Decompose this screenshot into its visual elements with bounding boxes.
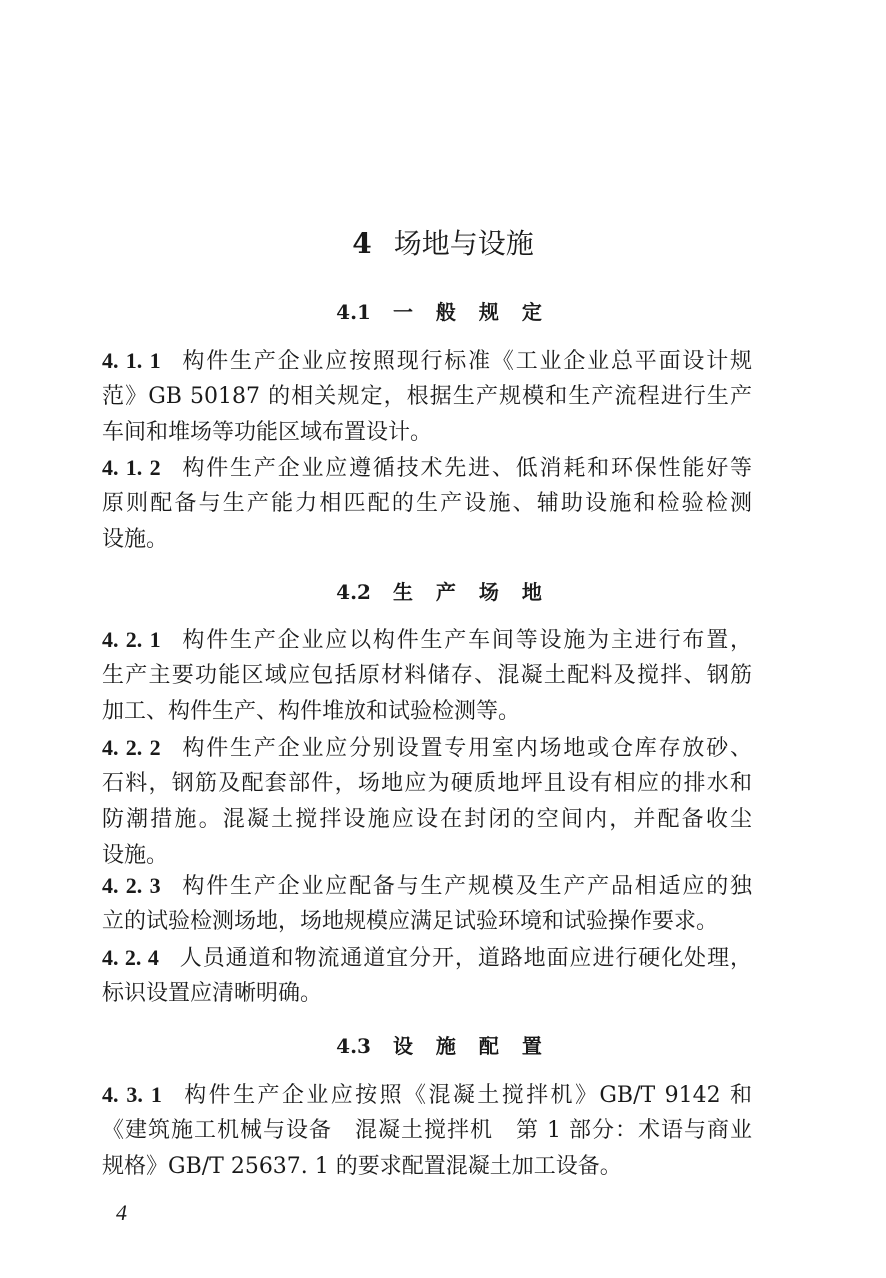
clause — [102, 940, 752, 1012]
chapter-number: 4 — [352, 227, 372, 260]
clause-line: 设施。 — [102, 843, 169, 868]
section-title: 一 般 规 定 — [392, 300, 550, 324]
clause-line: 规格》GB/T 25637. 1 的要求配置混凝土加工设备。 — [102, 1154, 622, 1179]
clause-text: 构件生产企业应以构件生产车间等设施为主进行布置， — [180, 628, 752, 653]
clause-line: 原则配备与生产能力相匹配的生产设施、辅助设施和检验检测 — [102, 491, 752, 516]
clause-line — [102, 450, 752, 486]
section-title: 设 施 配 置 — [392, 1034, 550, 1058]
clause — [102, 730, 752, 874]
section-heading — [0, 1030, 886, 1059]
section-number: 4.1 — [336, 300, 371, 324]
clause-line: 《建筑施工机械与设备 混凝土搅拌机 第 1 部分：术语与商业 — [102, 1118, 752, 1143]
clause-line — [102, 868, 752, 904]
chapter-title — [0, 222, 886, 262]
clause-number: 4. 2. 2 — [102, 735, 161, 760]
chapter-title-text: 场地与设施 — [393, 227, 534, 260]
clause-line: 立的试验检测场地，场地规模应满足试验环境和试验操作要求。 — [102, 909, 719, 934]
clause-number: 4. 2. 1 — [102, 627, 161, 652]
clause — [102, 868, 752, 940]
clause-line: 车间和堆场等功能区域布置设计。 — [102, 420, 433, 445]
clause-line — [102, 940, 752, 976]
clause-text: 构件生产企业应按照现行标准《工业企业总平面设计规 — [180, 349, 752, 374]
clause-text: 构件生产企业应配备与生产规模及生产产品相适应的独 — [180, 874, 752, 899]
clause-number: 4. 2. 4 — [102, 945, 159, 970]
clause-line: 加工、构件生产、构件堆放和试验检测等。 — [102, 699, 521, 724]
clause-line: 防潮措施。混凝土搅拌设施应设在封闭的空间内，并配备收尘 — [102, 807, 752, 832]
clause-number: 4. 1. 2 — [102, 455, 161, 480]
clause — [102, 622, 752, 730]
clause-text: 构件生产企业应遵循技术先进、低消耗和环保性能好等 — [180, 456, 752, 481]
clause-line: 石料，钢筋及配套部件，场地应为硬质地坪且设有相应的排水和 — [102, 771, 752, 796]
clause-line — [102, 730, 752, 766]
section-heading — [0, 296, 886, 325]
section-heading — [0, 576, 886, 605]
clause-text: 人员通道和物流通道宜分开，道路地面应进行硬化处理， — [178, 946, 752, 971]
clause-line: 生产主要功能区域应包括原材料储存、混凝土配料及搅拌、钢筋 — [102, 663, 752, 688]
section-number: 4.3 — [336, 1034, 371, 1058]
section-title: 生 产 场 地 — [392, 580, 550, 604]
clause — [102, 450, 752, 558]
clause-number: 4. 1. 1 — [102, 348, 161, 373]
clause — [102, 343, 752, 451]
clause-text: 构件生产企业应分别设置专用室内场地或仓库存放砂、 — [180, 736, 752, 761]
clause — [102, 1077, 752, 1185]
clause-line: 标识设置应清晰明确。 — [102, 981, 323, 1006]
clause-line — [102, 1077, 752, 1113]
clause-number: 4. 2. 3 — [102, 873, 161, 898]
section-number: 4.2 — [336, 580, 371, 604]
clause-line: 设施。 — [102, 527, 169, 552]
page-number: 4 — [116, 1200, 127, 1225]
clause-line — [102, 343, 752, 379]
clause-line — [102, 622, 752, 658]
clause-number: 4. 3. 1 — [102, 1082, 162, 1107]
clause-line: 范》GB 50187 的相关规定，根据生产规模和生产流程进行生产 — [102, 384, 752, 409]
clause-text: 构件生产企业应按照《混凝土搅拌机》GB/T 9142 和 — [181, 1083, 752, 1108]
